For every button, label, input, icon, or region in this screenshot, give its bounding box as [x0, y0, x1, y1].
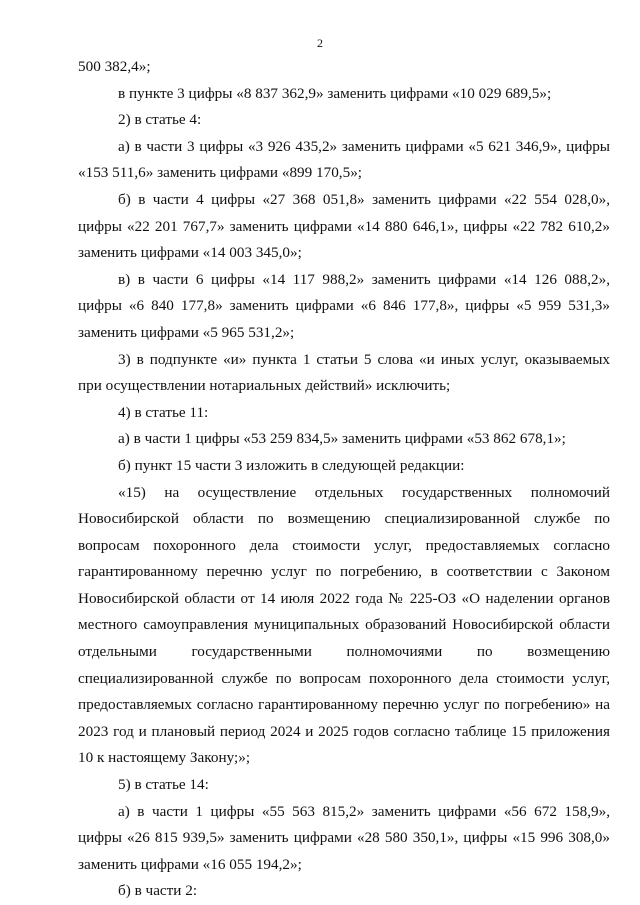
page-number: 2 [317, 36, 323, 50]
paragraph-item-5a: а) в части 1 цифры «55 563 815,2» заменить цифрами «56 672 158,9», цифры «26 815 939,5» заменить цифрами «28 580 350,1», цифры «15 996 308,0» заменить цифрами «16 055 194,2»; [78, 802, 610, 873]
paragraph-continuation: 500 382,4»; [78, 58, 151, 75]
paragraph-item-2b: б) в части 4 цифры «27 368 051,8» заменить цифрами «22 554 028,0», цифры «22 201 767,7» заменить цифрами «14 880 646,1», цифры «22 782 610,2» заменить цифрами «14 003 345,0»; [78, 190, 610, 262]
paragraph-item-4-heading: 4) в статье 11: [118, 403, 209, 421]
paragraph-item-5b: б) в части 2: [118, 882, 198, 900]
paragraph-item-4a: а) в части 1 цифры «53 259 834,5» заменить цифрами «53 862 678,1»; [118, 430, 566, 448]
paragraph-item-3: 3) в подпункте «и» пункта 1 статьи 5 слова «и иных услуг, оказываемых при осуществлении нотариальных действий» исключить; [78, 350, 610, 395]
paragraph-clause-3-amount: в пункте 3 цифры «8 837 362,9» заменить цифрами «10 029 689,5»; [118, 84, 552, 102]
paragraph-item-2c: в) в части 6 цифры «14 117 988,2» заменить цифрами «14 126 088,2», цифры «6 840 177,8» заменить цифрами «6 846 177,8», цифры «5 959 531,3» заменить цифрами «5 965 531,2»; [78, 270, 610, 341]
paragraph-new-clause-15: «15) на осуществление отдельных государственных полномочий Новосибирской области по возмещению специализированной службе по вопросам похоронного дела стоимости услуг, предоставляемых согласно гарантированному перечню услуг по погребению, в соответствии с Законом Новосибирской области от 14 июля 2022 года № 225-ОЗ «О наделении органов местного самоуправления муниципальных образований Новосибирской области отдельными государственными полномочиями по возмещению специализированной службе по вопросам похоронного дела стоимости услуг, предоставляемых согласно гарантированному перечню услуг по погребению» на 2023 год и плановый период 2024 и 2025 годов согласно таблице 15 приложения 10 к настоящему Закону;»; [78, 483, 610, 767]
document-body [78, 54, 610, 905]
paragraph-item-5-heading: 5) в статье 14: [118, 776, 209, 794]
paragraph-item-2a: а) в части 3 цифры «3 926 435,2» заменить цифрами «5 621 346,9», цифры «153 511,6» заменить цифрами «899 170,5»; [78, 137, 610, 182]
paragraph-item-2-heading: 2) в статье 4: [118, 111, 202, 129]
paragraph-item-4b: б) пункт 15 части 3 изложить в следующей редакции: [118, 456, 465, 474]
